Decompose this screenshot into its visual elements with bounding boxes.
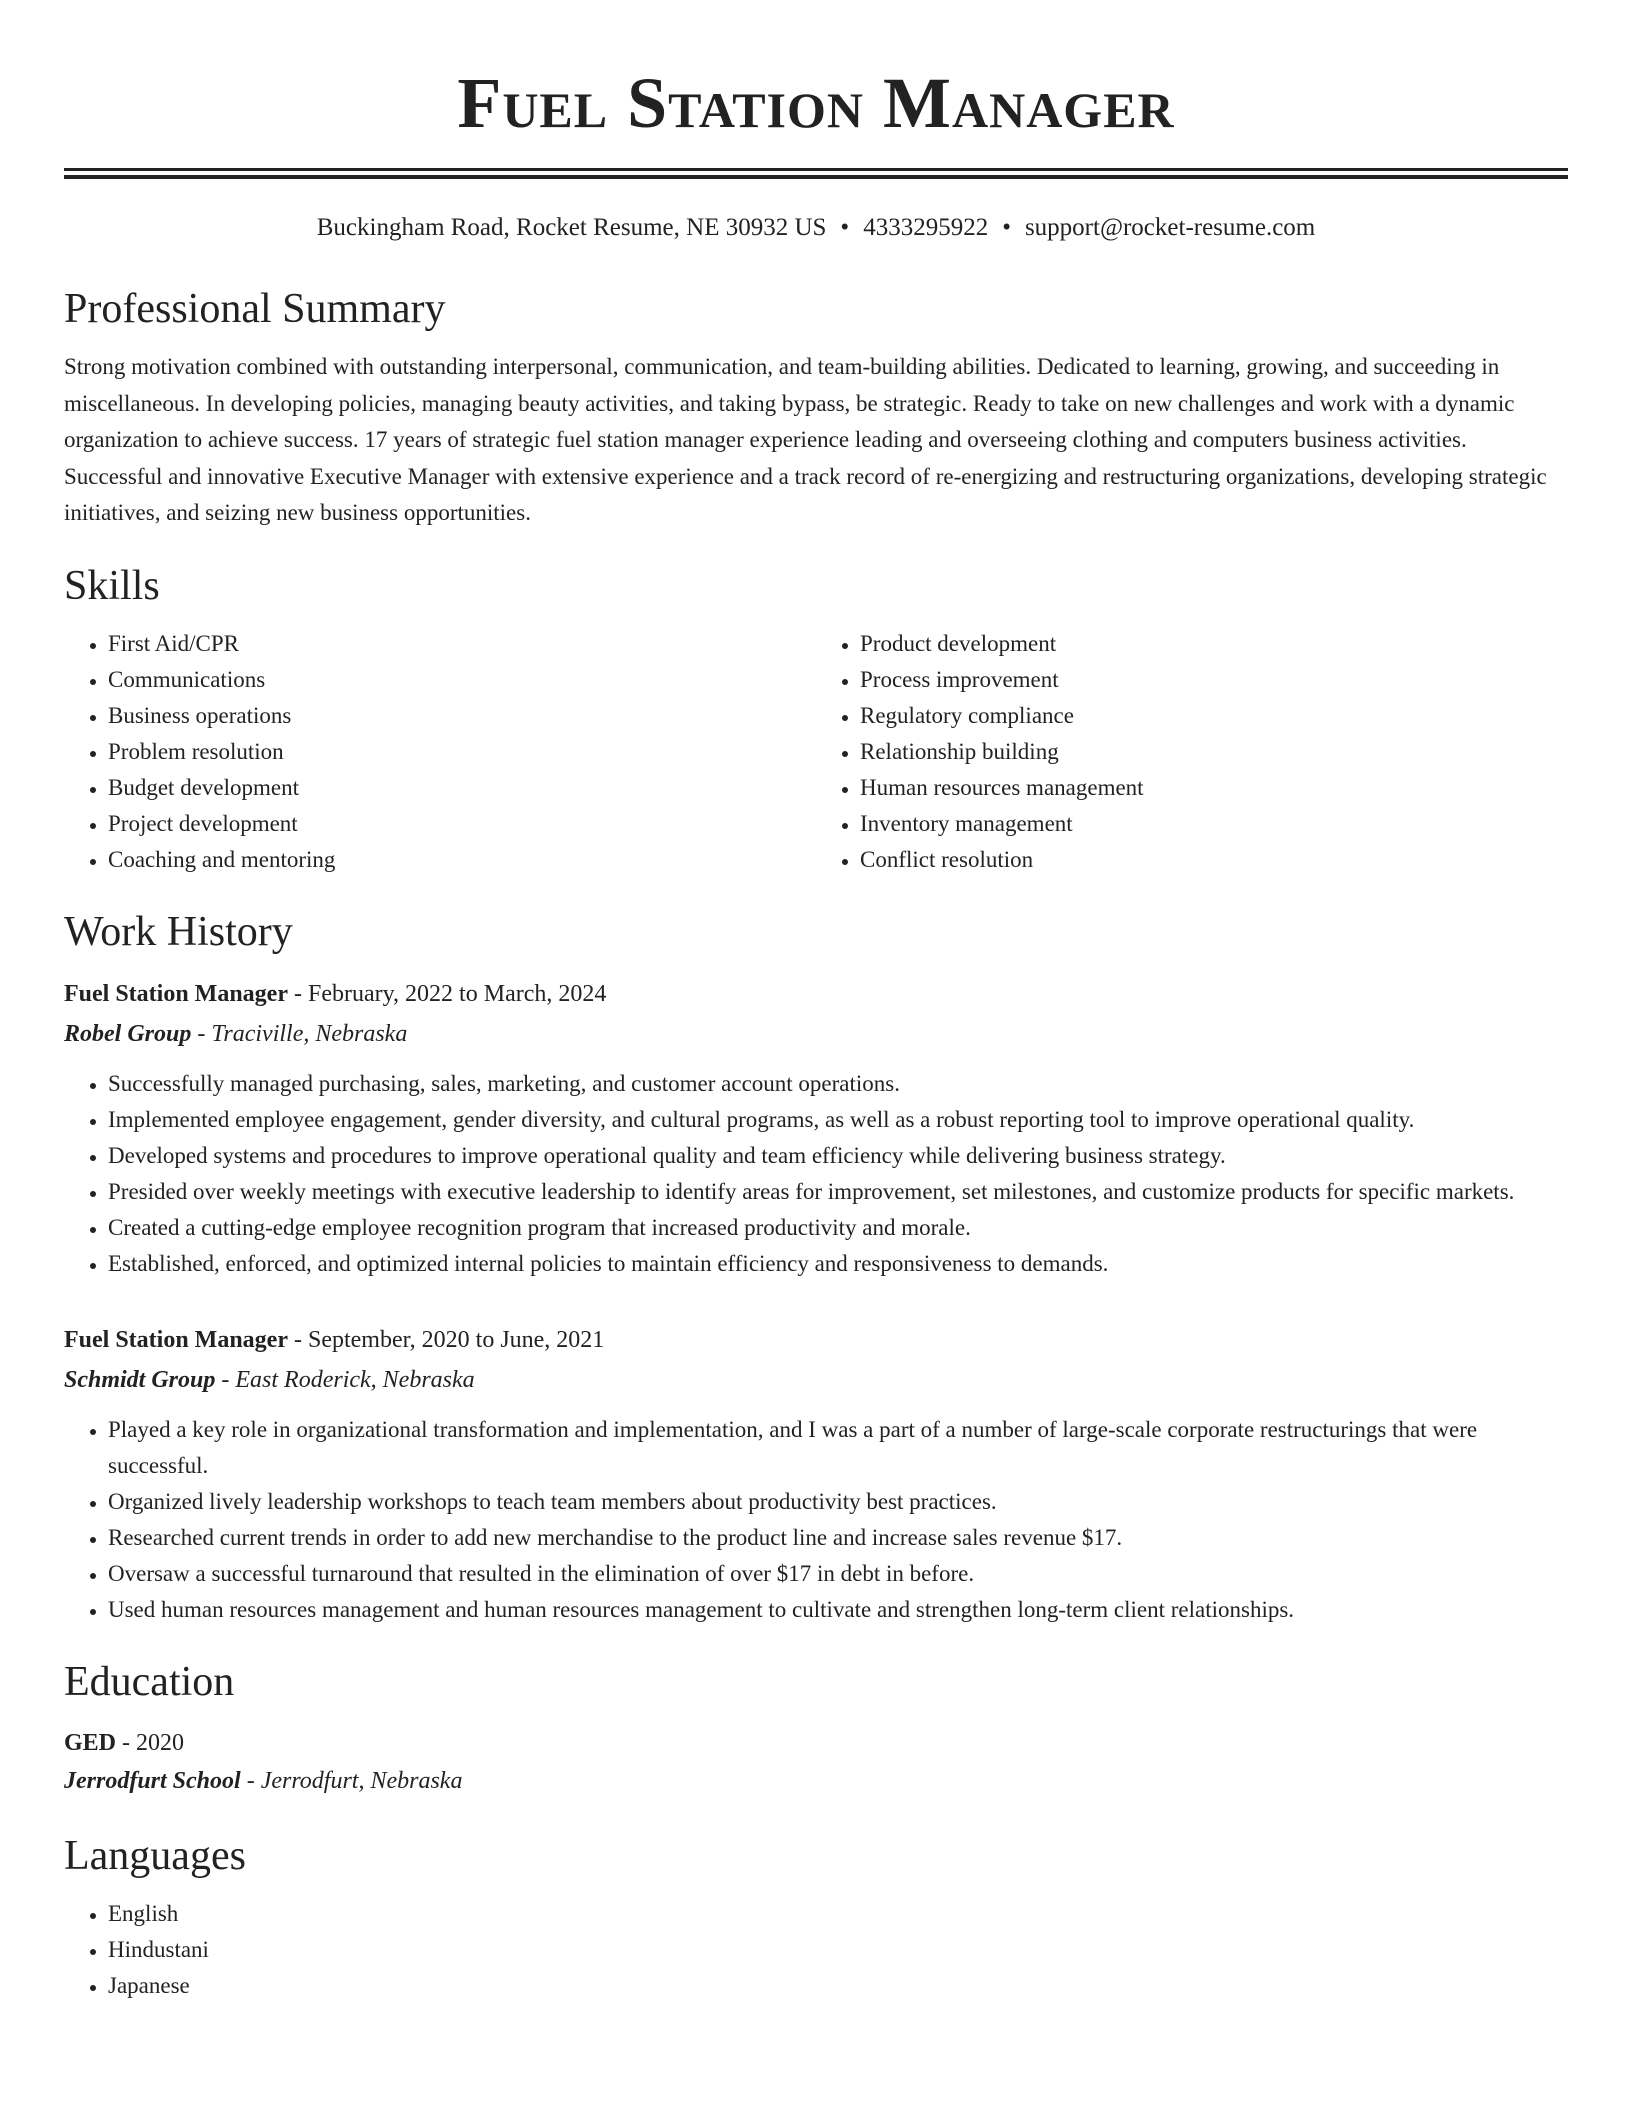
job-bullet: • Organized lively leadership workshops to teach team members about productivity best practices.: [108, 1484, 1568, 1520]
job-bullet: • Created a cutting-edge employee recognition program that increased productivity and morale.: [108, 1210, 1568, 1246]
contact-phone: 4333295922: [863, 214, 989, 241]
contact-line: [64, 211, 1568, 245]
job-bullet: • Established, enforced, and optimized internal policies to maintain efficiency and responsiveness to demands.: [108, 1246, 1568, 1282]
job-entry: [64, 974, 1568, 1282]
languages-list: [64, 1896, 1568, 2004]
skill-item: • Human resources management: [860, 770, 1568, 806]
job-title: Fuel Station Manager: [64, 1326, 288, 1353]
language-item: • English: [108, 1896, 1568, 1932]
job-location: - East Roderick, Nebraska: [215, 1366, 475, 1393]
contact-separator: •: [840, 214, 850, 241]
languages-heading: Languages: [64, 1832, 246, 1879]
skill-item: • Budget development: [108, 770, 816, 806]
education-year: - 2020: [116, 1729, 185, 1756]
skills-heading: Skills: [64, 562, 160, 609]
job-bullet: • Developed systems and procedures to improve operational quality and team efficiency while delivering business strategy.: [108, 1138, 1568, 1174]
skill-item: • Communications: [108, 662, 816, 698]
job-company-line: [64, 1360, 1568, 1400]
job-bullet: • Researched current trends in order to add new merchandise to the product line and increase sales revenue $17.: [108, 1520, 1568, 1556]
contact-separator: •: [1002, 214, 1011, 241]
skill-item: • Coaching and mentoring: [108, 842, 816, 878]
job-company: Schmidt Group: [64, 1366, 216, 1393]
job-location: - Traciville, Nebraska: [191, 1020, 408, 1047]
summary-text: Strong motivation combined with outstanding interpersonal, communication, and team-building abilities. Dedicated to learning, growing, and succeeding in miscellaneous. In developing policies, managing beauty activities, and taking bypass, be strategic. Ready to take on new challenges and work with a dynamic organization to achieve success. 17 years of strategic fuel station manager experience leading and overseeing clothing and computers business activities. Successful and innovative Executive Manager with extensive experience and a track record of re-energizing and restructuring organizations, developing strategic initiatives, and seizing new business opportunities.: [64, 354, 1547, 525]
skill-item: • Conflict resolution: [860, 842, 1568, 878]
education-degree-line: [64, 1724, 1568, 1762]
education-entry: [64, 1724, 1568, 1800]
summary-heading: Professional Summary: [64, 286, 446, 332]
education-heading: Education: [64, 1658, 235, 1705]
language-item: • Hindustani: [108, 1932, 1568, 1968]
job-title-line: [64, 974, 1568, 1014]
job-company: Robel Group: [64, 1020, 192, 1047]
skill-item: • Product development: [860, 626, 1568, 662]
education-school-line: [64, 1762, 1568, 1800]
skill-item: • First Aid/CPR: [108, 626, 816, 662]
job-bullet: • Played a key role in organizational transformation and implementation, and I was a part of a number of large-scale corporate restructurings that were successful.: [108, 1412, 1568, 1484]
job-bullet: • Used human resources management and human resources management to cultivate and strengthen long-term client relationships.: [108, 1592, 1568, 1628]
header-divider: [64, 168, 1568, 179]
education-location: - Jerrodfurt, Nebraska: [240, 1767, 463, 1794]
contact-address: Buckingham Road, Rocket Resume, NE 30932 US: [316, 214, 827, 241]
skill-item: • Process improvement: [860, 662, 1568, 698]
job-bullet: • Successfully managed purchasing, sales, marketing, and customer account operations.: [108, 1066, 1568, 1102]
skill-item: • Relationship building: [860, 734, 1568, 770]
education-school: Jerrodfurt School: [64, 1767, 241, 1794]
work-history-heading: Work History: [64, 908, 293, 955]
job-company-line: [64, 1014, 1568, 1054]
job-entry: [64, 1320, 1568, 1628]
job-bullet: • Implemented employee engagement, gender diversity, and cultural programs, as well as a robust reporting tool to improve operational quality.: [108, 1102, 1568, 1138]
resume-name: Fuel Station Manager: [457, 63, 1175, 143]
skill-item: • Inventory management: [860, 806, 1568, 842]
job-bullets: [64, 1412, 1568, 1628]
job-dates: - February, 2022 to March, 2024: [287, 980, 607, 1007]
job-title: Fuel Station Manager: [64, 980, 288, 1007]
skill-item: • Regulatory compliance: [860, 698, 1568, 734]
language-item: • Japanese: [108, 1968, 1568, 2004]
contact-email: support@rocket-resume.com: [1024, 214, 1316, 241]
job-bullet: • Presided over weekly meetings with executive leadership to identify areas for improvement, set milestones, and customize products for specific markets.: [108, 1174, 1568, 1210]
skill-item: • Business operations: [108, 698, 816, 734]
skill-item: • Project development: [108, 806, 816, 842]
job-bullets: [64, 1066, 1568, 1282]
job-title-line: [64, 1320, 1568, 1360]
job-bullet: • Oversaw a successful turnaround that resulted in the elimination of over $17 in debt in before.: [108, 1556, 1568, 1592]
skill-item: • Problem resolution: [108, 734, 816, 770]
skills-list-left: [64, 626, 816, 878]
skills-list-right: [816, 626, 1568, 878]
education-degree: GED: [64, 1729, 117, 1756]
job-dates: - September, 2020 to June, 2021: [287, 1326, 605, 1353]
skills-grid: [64, 626, 1568, 878]
